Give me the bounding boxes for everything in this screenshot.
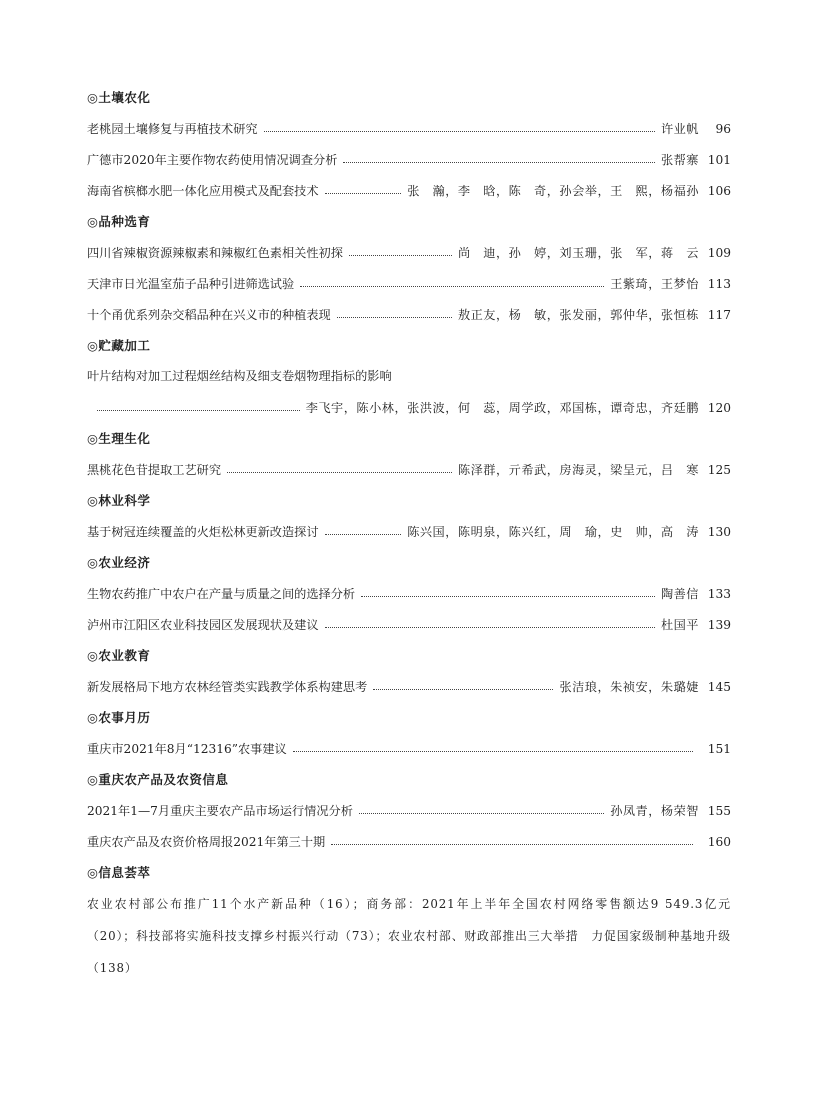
entry-authors: 杜国平 <box>660 618 699 632</box>
entry-page: 133 <box>707 586 731 601</box>
entry-authors: 张帮寨 <box>660 153 699 167</box>
dot-leader <box>349 255 452 256</box>
dot-leader <box>359 813 604 814</box>
entry-title: 老桃园土壤修复与再植技术研究 <box>87 122 258 136</box>
section-heading-education: ◎农业教育 <box>87 648 151 663</box>
dot-leader <box>373 689 553 690</box>
entry-page: 96 <box>715 121 731 136</box>
entry-title: 广德市2020年主要作物农药使用情况调查分析 <box>87 153 338 167</box>
entry-page: 101 <box>707 152 731 167</box>
section-heading-physiology: ◎生理生化 <box>87 431 151 446</box>
entry-title: 基于树冠连续覆盖的火炬松林更新改造探讨 <box>87 525 319 539</box>
entry-page: 125 <box>707 462 731 477</box>
dot-leader <box>97 410 300 411</box>
entry-authors: 陈泽群，亓希武，房海灵，梁呈元，吕 寒 <box>457 463 699 477</box>
dot-leader <box>325 534 402 535</box>
toc-entry[interactable] <box>87 113 731 144</box>
toc-entry-continuation[interactable] <box>87 392 731 423</box>
entry-title: 新发展格局下地方农林经管类实践教学体系构建思考 <box>87 680 368 694</box>
entry-title: 四川省辣椒资源辣椒素和辣椒红色素相关性初探 <box>87 246 343 260</box>
entry-page: 120 <box>707 400 731 415</box>
section-heading-storage: ◎贮藏加工 <box>87 338 151 353</box>
toc-entry[interactable] <box>87 671 731 702</box>
section-heading-soil: ◎土壤农化 <box>87 90 151 105</box>
entry-page: 145 <box>707 679 731 694</box>
entry-title: 天津市日光温室茄子品种引进筛选试验 <box>87 277 295 291</box>
section-heading-calendar: ◎农事月历 <box>87 710 151 725</box>
dot-leader <box>293 751 693 752</box>
dot-leader <box>264 131 655 132</box>
toc-entry[interactable] <box>87 795 731 826</box>
entry-page: 113 <box>707 276 731 291</box>
entry-title: 重庆农产品及农资价格周报2021年第三十期 <box>87 835 326 849</box>
entry-page: 109 <box>707 245 731 260</box>
entry-title: 海南省槟榔水肥一体化应用模式及配套技术 <box>87 184 319 198</box>
dot-leader <box>325 193 402 194</box>
section-heading-news: ◎信息荟萃 <box>87 865 151 880</box>
entry-page: 106 <box>707 183 731 198</box>
entry-title: 2021年1—7月重庆主要农产品市场运行情况分析 <box>87 804 353 818</box>
entry-authors: 王紫琦，王梦怡 <box>610 277 699 291</box>
toc-entry[interactable] <box>87 733 731 764</box>
toc-entry[interactable] <box>87 299 731 330</box>
dot-leader <box>331 844 693 845</box>
entry-authors: 李飞宇，陈小林，张洪波，何 蕊，周学政，邓国栋，谭奇忠，齐廷鹏 <box>305 401 699 415</box>
entry-title: 泸州市江阳区农业科技园区发展现状及建议 <box>87 618 319 632</box>
dot-leader <box>361 596 655 597</box>
toc-entry[interactable] <box>87 268 731 299</box>
toc-entry[interactable] <box>87 516 731 547</box>
entry-authors: 孙凤青，杨荣智 <box>610 804 699 818</box>
dot-leader <box>337 317 452 318</box>
entry-authors: 陶善信 <box>660 587 699 601</box>
section-heading-breeding: ◎品种选育 <box>87 214 151 229</box>
news-digest <box>87 888 731 984</box>
entry-authors: 敖正友，杨 敏，张发丽，郭仲华，张恒栋 <box>457 308 699 322</box>
toc-entry[interactable] <box>87 578 731 609</box>
table-of-contents <box>87 82 731 984</box>
dot-leader <box>325 627 655 628</box>
entry-page: 155 <box>707 803 731 818</box>
toc-entry[interactable] <box>87 454 731 485</box>
toc-entry[interactable] <box>87 361 731 392</box>
entry-authors: 尚 迪，孙 婷，刘玉珊，张 军，蒋 云 <box>457 246 699 260</box>
dot-leader <box>343 162 655 163</box>
entry-title: 生物农药推广中农户在产量与质量之间的选择分析 <box>87 587 356 601</box>
toc-entry[interactable] <box>87 609 731 640</box>
entry-authors: 张 瀚，李 晗，陈 奇，孙会举，王 熙，杨福孙 <box>407 184 699 198</box>
section-heading-economics: ◎农业经济 <box>87 555 151 570</box>
entry-title: 十个甬优系列杂交稻品种在兴义市的种植表现 <box>87 308 331 322</box>
entry-authors: 许业帆 <box>660 122 699 136</box>
toc-entry[interactable] <box>87 144 731 175</box>
toc-entry[interactable] <box>87 237 731 268</box>
news-digest-text: 农业农村部公布推广11个水产新品种（16）；商务部：2021年上半年全国农村网络零售额达9 549.3亿元（20）；科技部将实施科技支撑乡村振兴行动（73）；农业农村部、财政部推出三大举措 力促国家级制种基地升级（138） <box>87 897 731 975</box>
entry-page: 139 <box>707 617 731 632</box>
entry-page: 130 <box>707 524 731 539</box>
dot-leader <box>300 286 604 287</box>
entry-page: 160 <box>707 834 731 849</box>
section-heading-chongqing-info: ◎重庆农产品及农资信息 <box>87 772 229 787</box>
toc-entry[interactable] <box>87 826 731 857</box>
section-heading-forestry: ◎林业科学 <box>87 493 151 508</box>
entry-title: 重庆市2021年8月“12316”农事建议 <box>87 742 287 756</box>
toc-entry[interactable] <box>87 175 731 206</box>
entry-page: 151 <box>707 741 731 756</box>
entry-page: 117 <box>707 307 731 322</box>
entry-title: 黑桃花色苷提取工艺研究 <box>87 463 222 477</box>
dot-leader <box>227 472 452 473</box>
entry-title: 叶片结构对加工过程烟丝结构及细支卷烟物理指标的影响 <box>87 369 392 383</box>
entry-authors: 张洁琅，朱祯安，朱璐婕 <box>559 680 699 694</box>
entry-authors: 陈兴国，陈明泉，陈兴红，周 瑜，史 帅，高 涛 <box>407 525 699 539</box>
